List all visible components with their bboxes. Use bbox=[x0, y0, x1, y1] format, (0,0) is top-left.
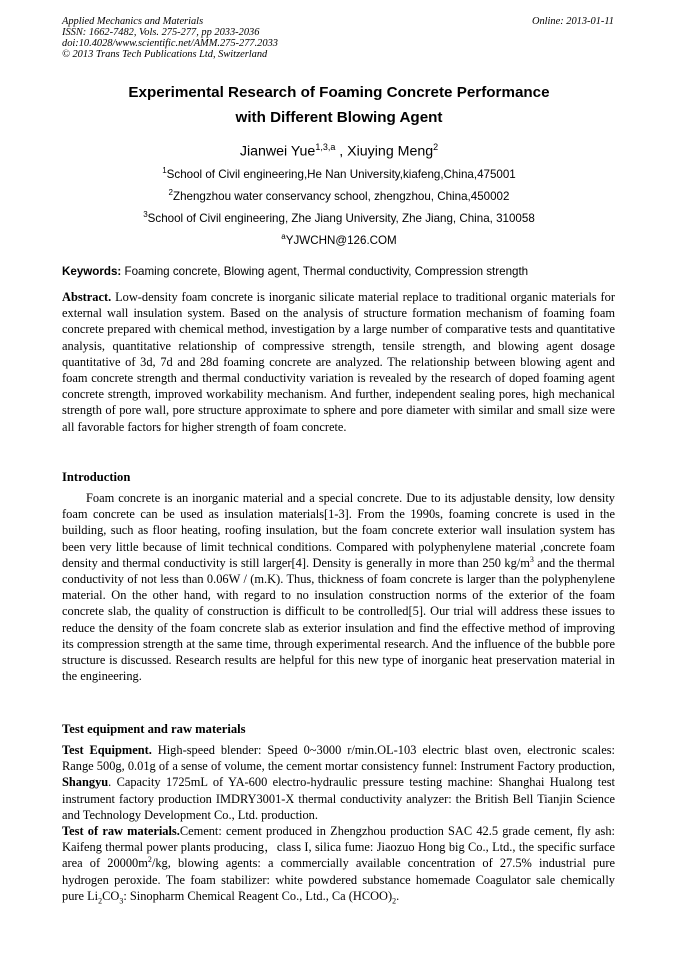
journal-name: Applied Mechanics and Materials bbox=[62, 16, 204, 27]
author-separator: , bbox=[335, 143, 348, 160]
section-heading-test-equipment: Test equipment and raw materials bbox=[62, 722, 246, 736]
abstract-text: Low-density foam concrete is inorganic silicate material replace to traditional organic materials for external wall insulation system. Based on the analysis of structure formation mechanism of foaming foam concrete prepared with chemical method, investigation by a large number of comparative tests and quantitative analysis, quantitative relationship of compressive strength, tensile strength, and blowing agent dosage quantitative of 3d, 7d and 28d foaming concrete are analyzed. The relationship between blowing agent and foam concrete strength and thermal conductivity variation is revealed by the research of doped foaming agent concrete strength, improved workability mechanism. And further, independent sealing pores, high mechanical strength of pore wall, pore structure approximate to sphere and pore diameter with similar and small size were all favorable factors for higher strength of foam concrete. bbox=[62, 290, 615, 434]
email-text: YJWCHN@126.COM bbox=[285, 233, 397, 247]
raw-sub: 2 bbox=[98, 896, 103, 906]
affiliation-line bbox=[40, 186, 638, 204]
intro-text-2: and the thermal conductivity of not less than 0.06W / (m.K). Thus, thickness of foam concrete is larger than the polyphenylene material. On the other hand, with regard to no insulation construction norms of the exterior of the foam concrete slab, the quality of construction is difficult to be controlled[5]. Our trial will address these issues to reduce the density of the foam concrete slab as exterior insulation and find the effective method of improving its compression strength at the same time, through experimental research. And the influence of the bubble pore structure is discussed. Research results are helpful for this new type of inorganic heat preservation material in the engineering. bbox=[62, 555, 615, 684]
intro-unit-sup: 3 bbox=[529, 554, 534, 564]
raw-unit-sup: 2 bbox=[147, 855, 152, 865]
affiliation-text: Zhengzhou water conservancy school, zhengzhou, China,450002 bbox=[173, 189, 510, 203]
author-email bbox=[40, 230, 638, 248]
equipment-text-2: . Capacity 1725mL of YA-600 electro-hydraulic pressure testing machine: Shanghai Hualong test instrument factory production IMDRY3001-X thermal conductivity analyzer: the British Bell Tianjin Science and Technology Development Co., Ltd. production. bbox=[62, 775, 615, 822]
section-heading-introduction: Introduction bbox=[62, 470, 131, 484]
keywords-text: Foaming concrete, Blowing agent, Thermal conductivity, Compression strength bbox=[124, 265, 529, 278]
raw-text-3: CO bbox=[102, 888, 120, 903]
copyright-line: © 2013 Trans Tech Publications Ltd, Switzerland bbox=[62, 49, 268, 60]
online-date: Online: 2013-01-11 bbox=[531, 16, 614, 27]
affiliation-sup: 2 bbox=[168, 188, 173, 197]
affiliation-text: School of Civil engineering,He Nan University,kiafeng,China,475001 bbox=[166, 167, 516, 181]
raw-materials-paragraph bbox=[62, 823, 615, 904]
affiliation-sup: 1 bbox=[162, 166, 167, 175]
affiliation-text: School of Civil engineering, Zhe Jiang University, Zhe Jiang, China, 310058 bbox=[147, 211, 535, 225]
author-affil-sup: 2 bbox=[433, 142, 439, 152]
keywords bbox=[62, 265, 617, 279]
test-equipment-label: Test Equipment. bbox=[62, 743, 152, 757]
affiliation-sup: 3 bbox=[143, 210, 148, 219]
affiliation-line bbox=[40, 164, 638, 182]
raw-text-5: . bbox=[396, 888, 400, 903]
paper-title bbox=[40, 80, 638, 130]
title-line-2: with Different Blowing Agent bbox=[235, 109, 443, 126]
introduction-paragraph bbox=[62, 490, 615, 684]
intro-text-1: Foam concrete is an inorganic material and a special concrete. Due to its adjustable density, low density foam concrete can be used as insulation materials[1-3]. From the 1990s, foaming concrete is used in the building, such as floor heating, roofing insulation, but the foam concrete exterior wall insulation system has been very little because of limit technical conditions. Compared with polyphenylene material ,concrete foam density and thermal conductivity is still larger[4]. Density is generally in more than 250 kg/m bbox=[62, 491, 615, 570]
email-sup: a bbox=[281, 232, 286, 241]
abstract-label: Abstract. bbox=[62, 290, 112, 304]
test-equipment-paragraph bbox=[62, 742, 615, 823]
keywords-label: Keywords: bbox=[62, 265, 122, 278]
raw-sub: 3 bbox=[119, 896, 124, 906]
author-affil-sup: 1,3,a bbox=[315, 142, 336, 152]
title-line-1: Experimental Research of Foaming Concrete Performance bbox=[128, 84, 550, 101]
journal-header bbox=[62, 16, 278, 60]
raw-text-2: /kg, blowing agents: a commercially available concentration of 27.5% industrial pure hydrogen peroxide. The foam stabilizer: white powdered substance homemade Coagulator sale chemically pure Li bbox=[62, 856, 615, 903]
author-list bbox=[40, 138, 638, 161]
equipment-text-1: High-speed blender: Speed 0~3000 r/min.OL-103 electric blast oven, electronic scales: Range 500g, 0.01g of a sense of volume, the cement mortar consistency funnel: Instrument Factory production, bbox=[62, 743, 615, 774]
abstract bbox=[62, 289, 615, 435]
raw-text-4: : Sinopharm Chemical Reagent Co., Ltd., Ca (HCOO) bbox=[123, 888, 393, 903]
author-name: Jianwei Yue bbox=[239, 143, 316, 160]
author-name: Xiuying Meng bbox=[347, 143, 434, 160]
raw-sub: 2 bbox=[392, 896, 397, 906]
equipment-bold-place: Shangyu bbox=[62, 775, 109, 790]
issn-line: ISSN: 1662-7482, Vols. 275-277, pp 2033-2036 bbox=[62, 27, 260, 38]
raw-text-1: Cement: cement produced in Zhengzhou production SAC 42.5 grade cement, fly ash: Kaifeng thermal power plants producing，class I, silica fume: Jiaozuo Hong big Co., Ltd., the specific surface area of 20000m bbox=[62, 824, 615, 871]
doi-line: doi:10.4028/www.scientific.net/AMM.275-277.2033 bbox=[62, 38, 278, 49]
raw-materials-label: Test of raw materials. bbox=[62, 824, 180, 838]
affiliation-line bbox=[40, 208, 638, 226]
